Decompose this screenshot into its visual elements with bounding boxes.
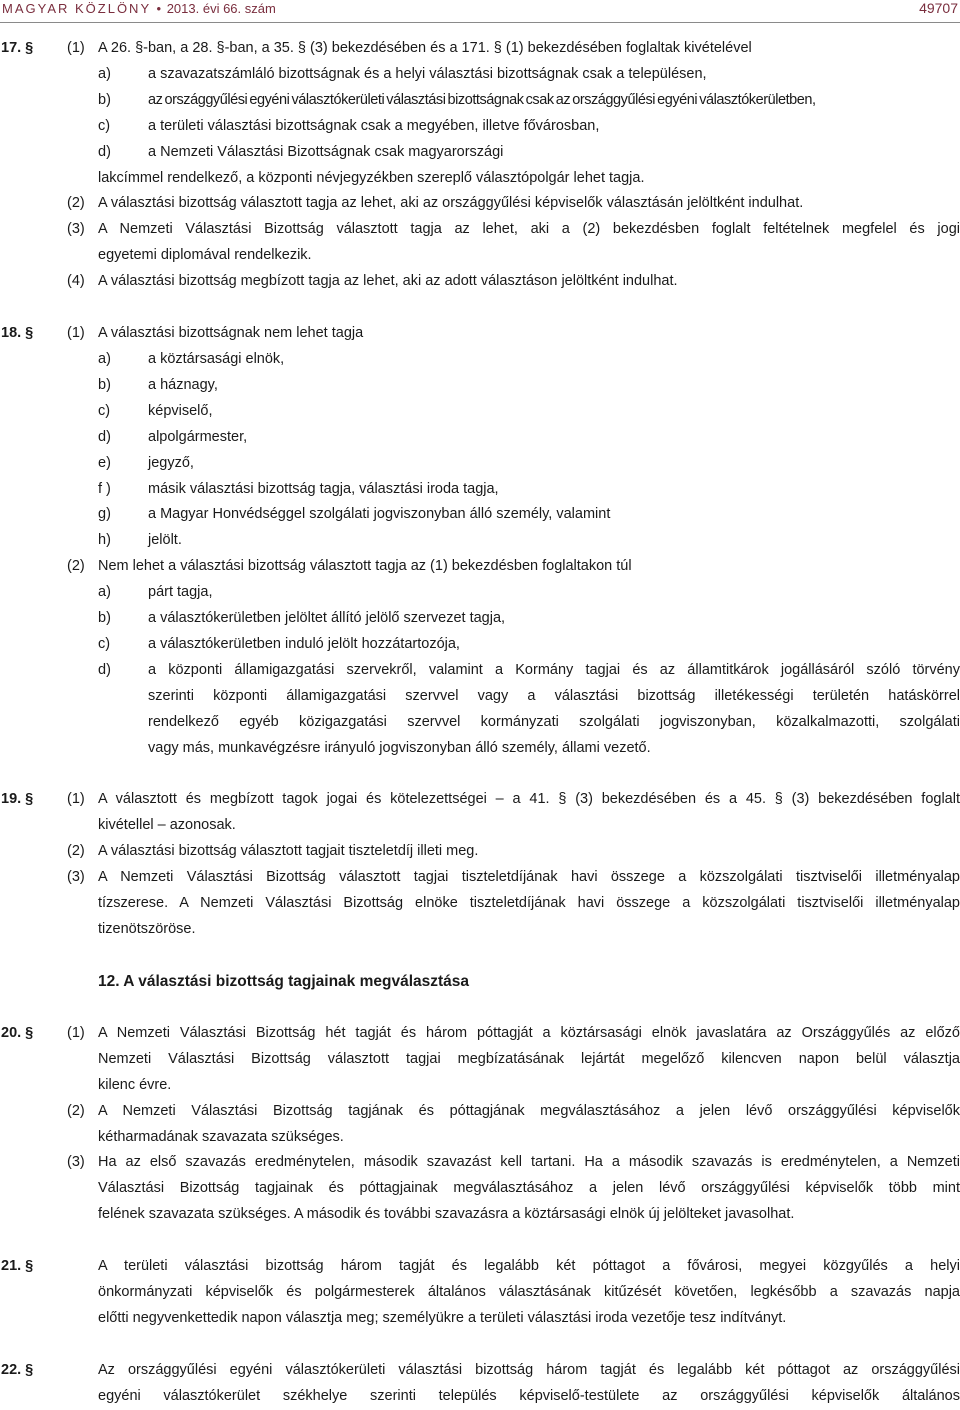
paragraph-line: tizenötszöröse. xyxy=(98,921,196,937)
paragraph-label: (2) xyxy=(67,195,85,212)
paragraph-line: egyéni választókerület székhelye szerinti település képviselő-testülete az országgyűlési képviselők általános xyxy=(98,1387,960,1404)
item-text: jegyző, xyxy=(148,454,194,471)
item-text: másik választási bizottság tagja, választási iroda tagja, xyxy=(148,480,499,497)
section-18 xyxy=(0,321,960,347)
paragraph-label: (2) xyxy=(67,843,85,860)
paragraph xyxy=(0,269,960,295)
item-text: a választókerületben jelöltet állító jelölő szervezet tagja, xyxy=(148,610,506,627)
item-letter: b) xyxy=(98,91,111,108)
item-letter: b) xyxy=(98,610,111,627)
page-number: 49707 xyxy=(919,0,958,16)
paragraph-line: kivétellel – azonosak. xyxy=(98,817,236,834)
paragraph xyxy=(0,191,960,217)
item-line: rendelkező egyéb közigazgatási szervvel kormányzati szolgálati jogviszonyban, közalkalmazotti, szolgálati xyxy=(148,713,960,730)
paragraph-text: A választási bizottságnak nem lehet tagja xyxy=(98,325,364,342)
item-letter: a) xyxy=(98,65,111,82)
paragraph-line: A Nemzeti Választási Bizottság választott tagja az lehet, aki a (2) bekezdésben foglalt feltételnek megfelel és jogi xyxy=(98,221,960,238)
paragraph-line: kilenc évre. xyxy=(98,1076,172,1093)
paragraph xyxy=(0,865,960,943)
item-letter: h) xyxy=(98,532,111,549)
page-header xyxy=(0,0,960,23)
paragraph-line: egyetemi diplomával rendelkezik. xyxy=(98,247,312,264)
paragraph-text: A választási bizottság megbízott tagja az lehet, aki az adott választáson jelöltként indulhat. xyxy=(98,273,678,290)
list-item xyxy=(0,399,960,425)
paragraph-line: kétharmadának szavazata szükséges. xyxy=(98,1128,344,1145)
section-17 xyxy=(0,36,960,62)
item-text: alpolgármester, xyxy=(148,428,248,445)
item-letter: b) xyxy=(98,376,111,393)
paragraph-line: A Nemzeti Választási Bizottság hét tagját és három póttagját a köztársasági elnök javaslatára az Országgyűlés az előző xyxy=(98,1024,960,1041)
paragraph-text: A 26. §-ban, a 28. §-ban, a 35. § (3) bekezdésében és a 171. § (1) bekezdésében foglaltak kivételével xyxy=(98,40,752,56)
header-bullet: • xyxy=(156,1,162,16)
item-text: jelölt. xyxy=(148,532,182,549)
item-letter: c) xyxy=(98,117,111,134)
paragraph-text: A választási bizottság választott tagjait tiszteletdíj illeti meg. xyxy=(98,843,479,860)
section-number: 22. § xyxy=(1,1361,34,1378)
item-letter: f ) xyxy=(98,480,111,497)
list-item xyxy=(0,88,960,114)
item-letter: a) xyxy=(98,584,111,601)
list-item xyxy=(0,632,960,658)
paragraph xyxy=(0,839,960,865)
list-item xyxy=(0,451,960,477)
paragraph-label: (4) xyxy=(67,273,85,290)
item-letter: d) xyxy=(98,661,111,678)
paragraph-line: A választott és megbízott tagok jogai és kötelezettségei – a 41. § (3) bekezdésében és a 45. § (3) bekezdésében foglalt xyxy=(98,791,960,808)
item-letter: a) xyxy=(98,350,111,367)
paragraph-line: A Nemzeti Választási Bizottság választott tagjai tiszteletdíjának havi összege a közszolgálati tisztviselői illetményalap xyxy=(98,869,960,886)
issue-label: 2013. évi 66. szám xyxy=(166,1,276,16)
list-item xyxy=(0,658,960,762)
paragraph xyxy=(0,217,960,269)
journal-name: MAGYAR KÖZLÖNY xyxy=(2,1,151,16)
item-line: szerinti központi államigazgatási szervvel vagy a választási bizottság illetékességi területén hatáskörrel xyxy=(148,687,960,704)
item-text: párt tagja, xyxy=(148,584,213,601)
section-number: 20. § xyxy=(1,1024,34,1041)
paragraph-line: Nemzeti Választási Bizottság választott tagjai megbízatásának lejártát megelőző kilencven napon belül választja xyxy=(98,1050,960,1067)
paragraph-line: A Nemzeti Választási Bizottság tagjának és póttagjának megválasztásához a jelen lévő országgyűlési képviselők xyxy=(98,1102,960,1119)
paragraph xyxy=(0,554,960,580)
section-21 xyxy=(0,1254,960,1332)
list-item xyxy=(0,580,960,606)
paragraph-label: (2) xyxy=(67,558,85,575)
paragraph-line: Választási Bizottság tagjainak és póttagjainak megválasztásához a jelen lévő országgyűlési képviselők több mint xyxy=(98,1180,960,1197)
paragraph-label: (1) xyxy=(67,325,85,342)
list-item xyxy=(0,62,960,88)
section-number: 18. § xyxy=(1,325,34,342)
section-number: 19. § xyxy=(1,791,34,808)
paragraph-label: (1) xyxy=(67,1024,85,1041)
list-item xyxy=(0,606,960,632)
chapter-title: 12. A választási bizottság tagjainak megválasztása xyxy=(98,972,470,990)
paragraph-label: (2) xyxy=(67,1102,85,1119)
item-text: a szavazatszámláló bizottságnak és a helyi választási bizottságnak csak a településen, xyxy=(148,65,707,82)
paragraph-label: (3) xyxy=(67,1154,85,1171)
paragraph-label: (1) xyxy=(67,791,85,808)
section-20 xyxy=(0,1021,960,1099)
item-line: a központi államigazgatási szervekről, valamint a Kormány tagjai és az államtitkárok jogállásáról szóló törvény xyxy=(148,661,960,678)
list-item xyxy=(0,528,960,554)
item-letter: c) xyxy=(98,635,111,652)
list-item xyxy=(0,114,960,140)
paragraph-text: Nem lehet a választási bizottság választott tagja az (1) bekezdésben foglaltakon túl xyxy=(98,558,632,575)
item-text: a területi választási bizottságnak csak a megyében, illetve fővárosban, xyxy=(148,117,600,134)
list-item xyxy=(0,373,960,399)
item-letter: d) xyxy=(98,428,111,445)
item-text: a Nemzeti Választási Bizottságnak csak magyarországi xyxy=(148,143,504,160)
list-item xyxy=(0,140,960,166)
section-number: 21. § xyxy=(1,1258,34,1275)
item-text: a köztársasági elnök, xyxy=(148,350,285,367)
item-text: a háznagy, xyxy=(148,376,218,393)
section-19 xyxy=(0,787,960,839)
item-letter: e) xyxy=(98,454,111,471)
paragraph-closing xyxy=(0,166,960,192)
paragraph-label: (3) xyxy=(67,221,85,238)
item-line: vagy más, munkavégzésre irányuló jogviszonyban álló személy, állami vezető. xyxy=(148,739,651,756)
document-body xyxy=(0,36,960,1410)
paragraph-line: Ha az első szavazás eredménytelen, második szavazást kell tartani. Ha a második szavazás is eredménytelen, a Nemzeti xyxy=(98,1154,960,1171)
paragraph-line: előtti negyvenkettedik napon választja meg; személyükre a területi választási iroda vezetője tesz indítványt. xyxy=(98,1309,787,1326)
paragraph-text: A választási bizottság választott tagja az lehet, aki az országgyűlési képviselők választásán jelöltként indulhat. xyxy=(98,195,804,212)
paragraph-text: lakcímmel rendelkező, a központi névjegyzékben szereplő választópolgár lehet tagja. xyxy=(98,169,645,186)
list-item xyxy=(0,347,960,373)
item-letter: c) xyxy=(98,402,111,419)
item-letter: g) xyxy=(98,506,111,523)
item-text: a Magyar Honvédséggel szolgálati jogviszonyban álló személy, valamint xyxy=(148,506,611,523)
item-text: képviselő, xyxy=(148,402,213,419)
journal-title xyxy=(2,1,276,16)
section-number: 17. § xyxy=(1,40,34,56)
paragraph-label: (1) xyxy=(67,40,85,56)
paragraph xyxy=(0,1099,960,1151)
paragraph-line: felének szavazata szükséges. A második és további szavazásra a köztársasági elnök új jelölteket javasolhat. xyxy=(98,1206,795,1223)
item-text: a választókerületben induló jelölt hozzátartozója, xyxy=(148,635,460,652)
paragraph-line: Az országgyűlési egyéni választókerületi választási bizottság három tagját és legalább két póttagot az országgyűlési xyxy=(98,1361,960,1378)
item-text: az országgyűlési egyéni választókerületi választási bizottságnak csak az országgyűlési egyéni választókerületben, xyxy=(148,91,816,108)
list-item xyxy=(0,502,960,528)
section-22 xyxy=(0,1358,960,1410)
item-letter: d) xyxy=(98,143,111,160)
paragraph-line: önkormányzati képviselők és polgármesterek általános választásának kitűzését követően, legkésőbb a szavazás napja xyxy=(98,1284,960,1301)
paragraph-label: (3) xyxy=(67,869,85,886)
list-item xyxy=(0,425,960,451)
list-item xyxy=(0,477,960,503)
paragraph-line: A területi választási bizottság három tagját és legalább két póttagot a fővárosi, megyei közgyűlés a helyi xyxy=(98,1258,960,1275)
paragraph xyxy=(0,1150,960,1228)
paragraph-line: tízszerese. A Nemzeti Választási Bizottság elnöke tiszteletdíjának havi összege a közszolgálati tisztviselői illetményalap xyxy=(98,895,960,912)
